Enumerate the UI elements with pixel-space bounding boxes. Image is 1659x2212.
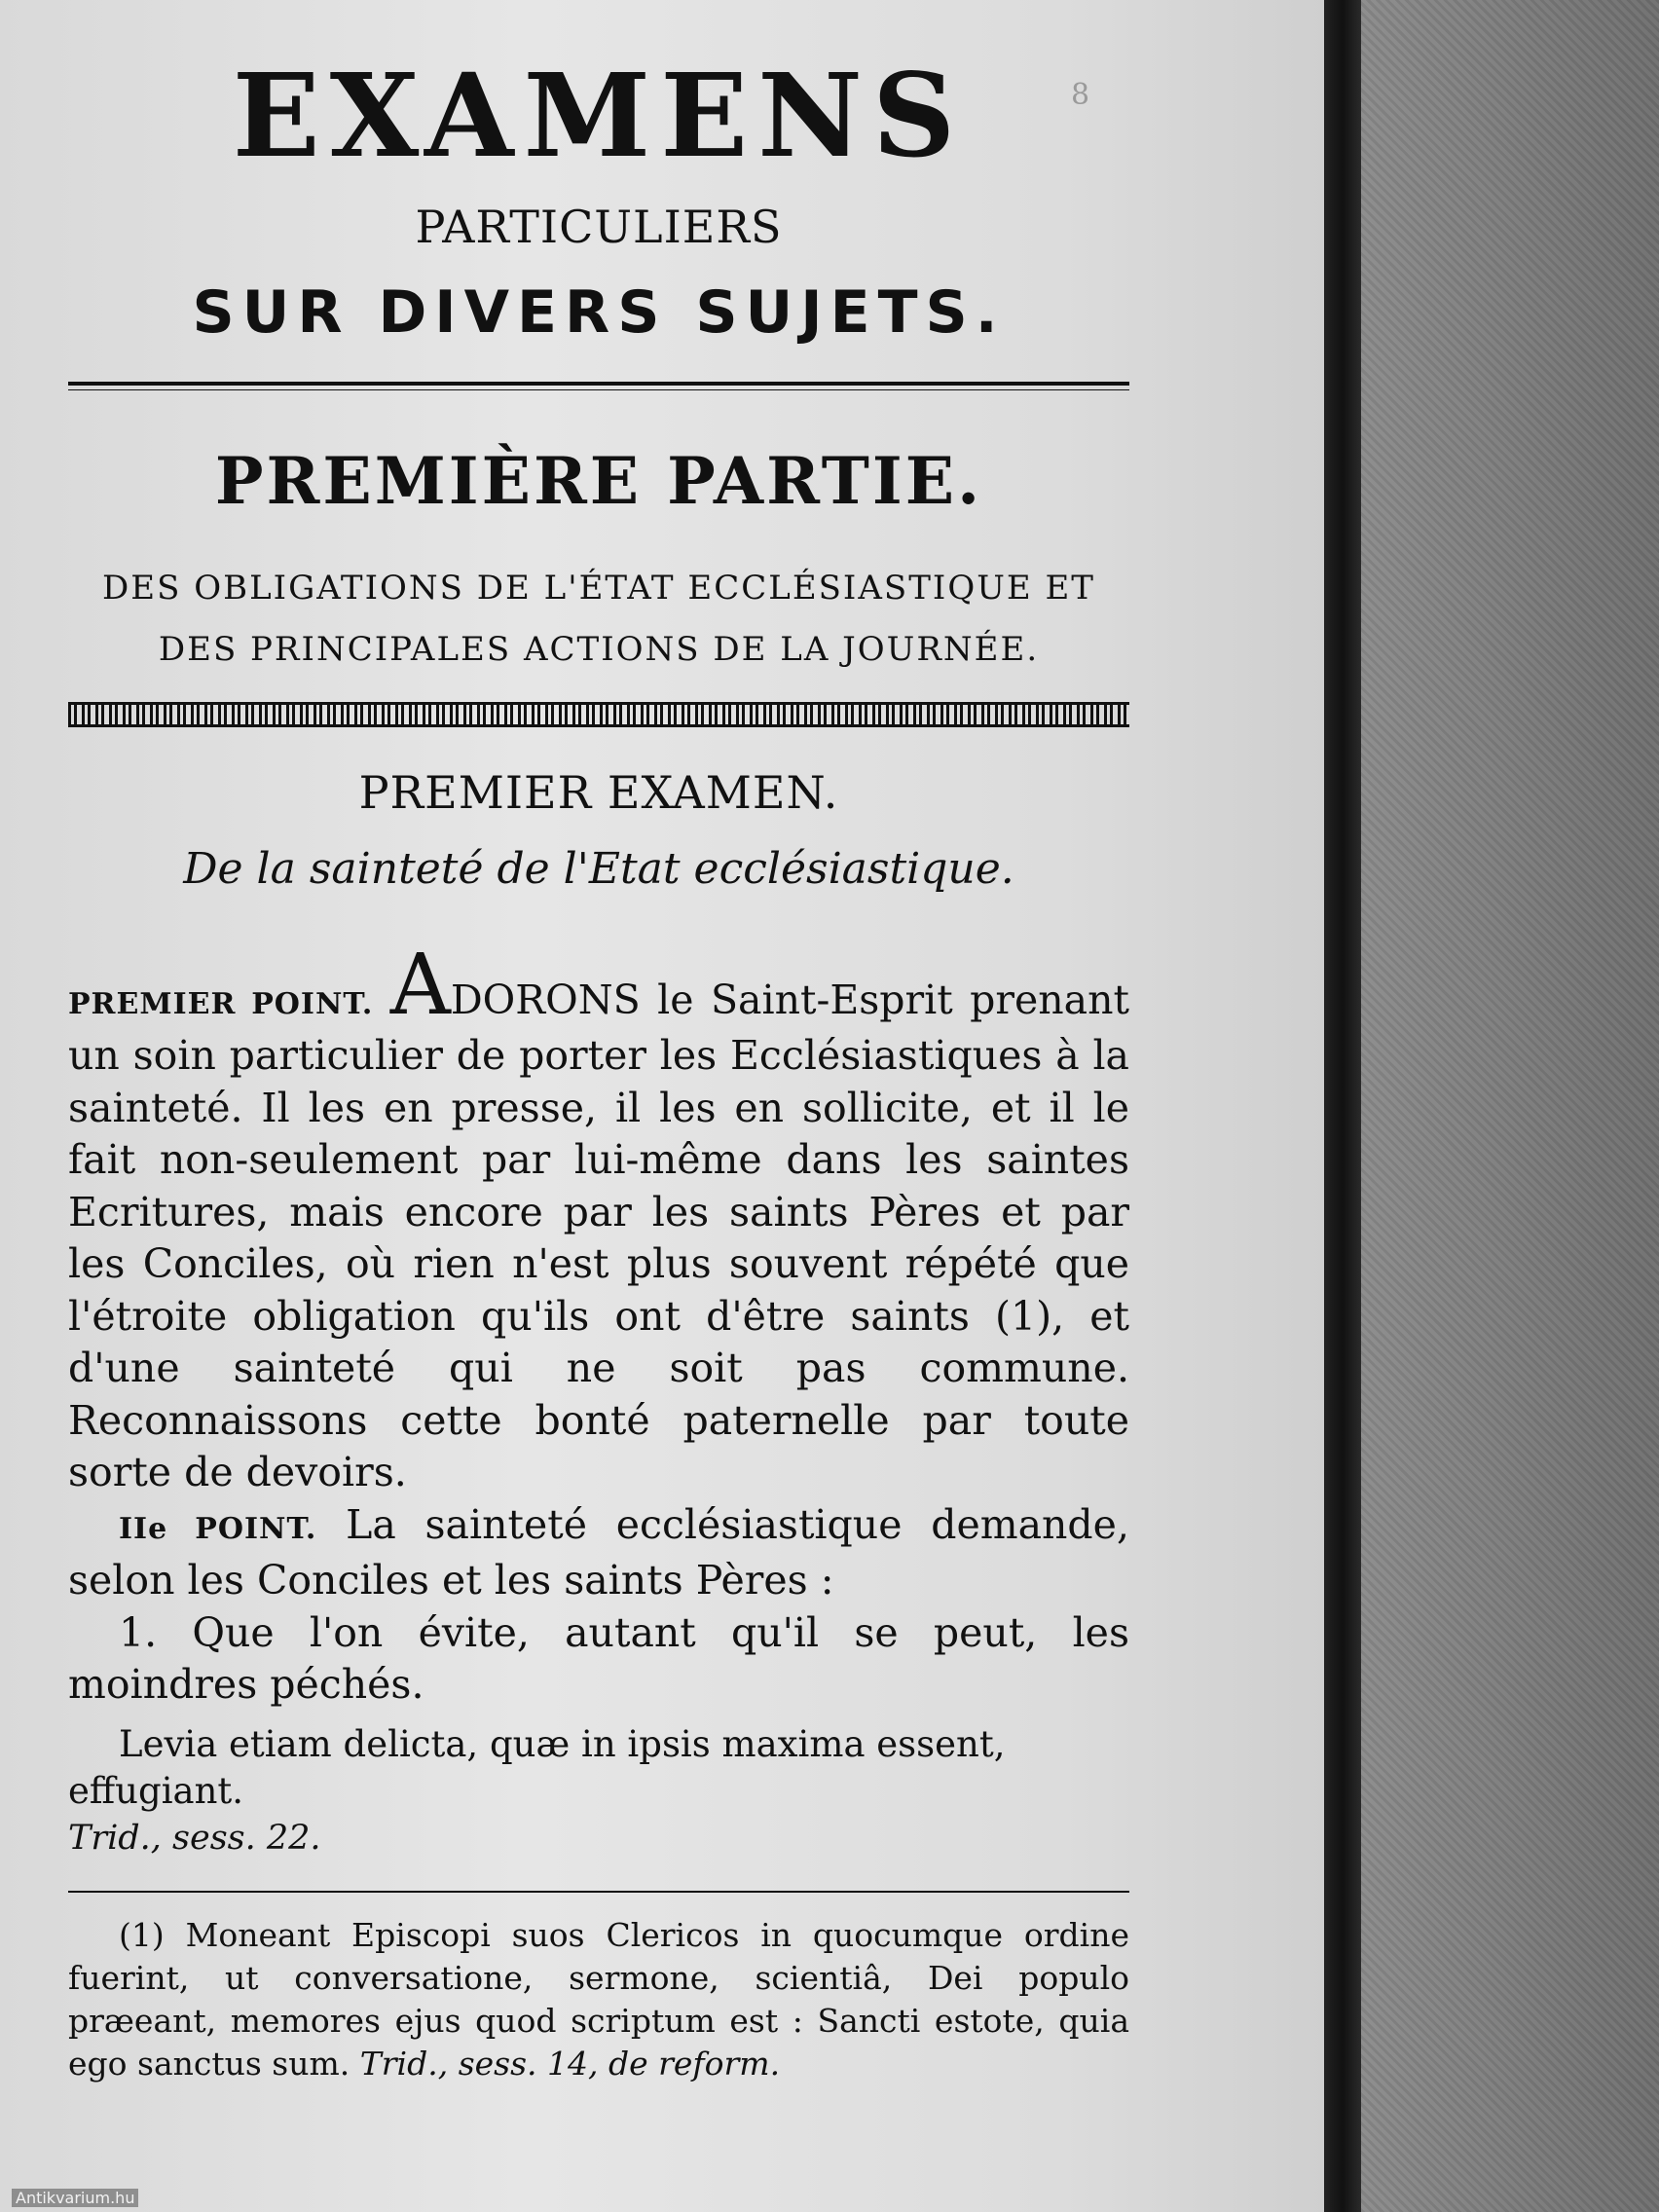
part-subtitle-line-2: DES PRINCIPALES ACTIONS DE LA JOURNÉE.: [158, 629, 1040, 669]
title-line-3: SUR DIVERS SUJETS.: [192, 278, 1006, 347]
point-1-text: DORONS le Saint-Esprit prenant un soin particulier de porter les Ecclésiastiques à la sainteté. Il les en presse, il les en sollicite, et il le fait non-seulement par lui-même dans les saintes Ecritures, mais encore par les saints Pères et par les Conciles, où rien n'est plus souvent répété que l'étroite obligation qu'ils ont d'être saints (1), et d'une sainteté qui ne soit pas commune. Reconnaissons cette bonté paternelle par toute sorte de devoirs.: [68, 976, 1129, 1496]
body-text: [68, 936, 1129, 1712]
paragraph-point-2: [68, 1499, 1129, 1607]
point-1-label: PREMIER POINT.: [68, 986, 374, 1021]
bleed-through-page-number: 8: [1071, 78, 1090, 112]
paragraph-point-1: [68, 936, 1129, 1499]
part-subtitle-line-1: DES OBLIGATIONS DE L'ÉTAT ECCLÉSIASTIQUE ET: [102, 569, 1095, 608]
point-2-label: IIe POINT.: [119, 1511, 317, 1546]
title-line-2: PARTICULIERS: [415, 201, 783, 253]
book-spine-edge: [1324, 0, 1361, 2212]
footnote-reference: Trid., sess. 14, de reform.: [359, 2044, 781, 2083]
list-item-1: 1. Que l'on évite, autant qu'il se peut, les moindres péchés.: [68, 1608, 1129, 1709]
drop-cap: A: [389, 936, 451, 1034]
footnote-paragraph: [68, 1914, 1129, 2085]
part-subtitle: [68, 558, 1129, 681]
page-content: [68, 48, 1129, 2085]
footnote-separator: [68, 1891, 1129, 1893]
double-rule-divider: [68, 382, 1129, 390]
part-title: PREMIÈRE PARTIE.: [214, 443, 983, 519]
examen-subtitle: De la sainteté de l'Etat ecclésiastique.: [183, 843, 1014, 894]
latin-reference: Trid., sess. 22.: [68, 1818, 321, 1858]
ornamental-rule-divider: [68, 702, 1129, 727]
main-title: EXAMENS: [232, 48, 966, 183]
book-cover-board: [1361, 0, 1659, 2212]
footnote: [68, 1914, 1129, 2085]
latin-quote: Levia etiam delicta, quæ in ipsis maxima essent, effugiant.: [68, 1722, 1006, 1812]
watermark: Antikvarium.hu: [12, 2189, 138, 2207]
point-2-text: La sainteté ecclésiastique demande, selon les Conciles et les saints Pères :: [68, 1500, 1129, 1604]
footnote-text: (1) Moneant Episcopi suos Clericos in quocumque ordine fuerint, ut conversatione, sermone, scientiâ, Dei populo præeant, memores ejus quod scriptum est : Sancti estote, quia ego sanctus sum.: [68, 1915, 1129, 2083]
examen-title: PREMIER EXAMEN.: [358, 765, 839, 819]
